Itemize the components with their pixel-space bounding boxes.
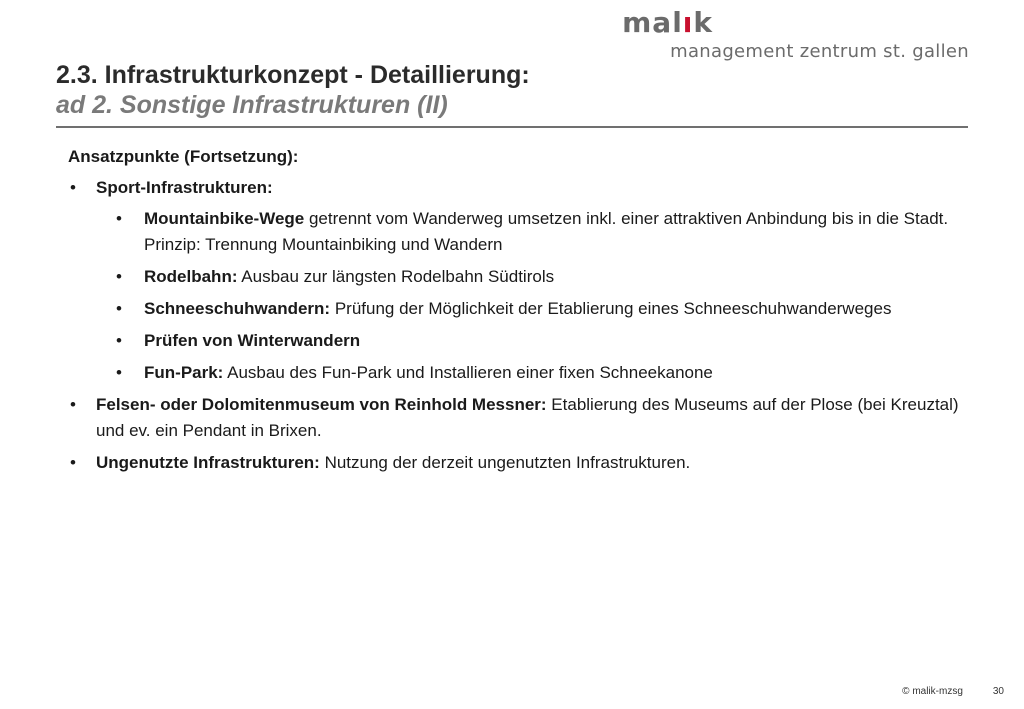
page-title: 2.3. Infrastrukturkonzept - Detaillierung: xyxy=(56,61,530,89)
logo-wordmark: malık xyxy=(622,6,714,39)
sub-bullet-schneeschuh: • Schneeschuhwandern: Prüfung der Möglichkeit der Etablierung eines Schneeschuhwanderweges xyxy=(96,296,968,322)
bullet-sport xyxy=(68,175,968,386)
sub-bullet-rodelbahn: • Rodelbahn: Ausbau zur längsten Rodelbahn Südtirols xyxy=(96,264,968,290)
page-subtitle: ad 2. Sonstige Infrastrukturen (II) xyxy=(56,91,448,119)
intro-heading: Ansatzpunkte (Fortsetzung): xyxy=(68,147,299,166)
sport-sub-list xyxy=(96,206,968,386)
sub-bullet-mountainbike: • Mountainbike-Wege getrennt vom Wanderweg umsetzen inkl. einer attraktiven Anbindung bis in die Stadt. Prinzip: Trennung Mountainbiking und Wandern xyxy=(96,206,968,258)
page-number: 30 xyxy=(992,686,1004,697)
copyright-text: © malik-mzsg xyxy=(902,686,963,697)
slide-content xyxy=(68,144,968,482)
main-bullet-list xyxy=(68,175,968,476)
sport-heading: Sport-Infrastrukturen: xyxy=(96,178,273,197)
bullet-unused: • Ungenutzte Infrastrukturen: Nutzung der derzeit ungenutzten Infrastrukturen. xyxy=(68,450,968,476)
logo xyxy=(622,6,969,62)
footer xyxy=(902,686,1004,697)
sub-bullet-winterwandern: • Prüfen von Winterwandern xyxy=(96,328,968,354)
bullet-museum: • Felsen- oder Dolomitenmuseum von Reinhold Messner: Etablierung des Museums auf der Plose (bei Kreuztal) und ev. ein Pendant in Brixen. xyxy=(68,392,968,444)
logo-subtitle: management zentrum st. gallen xyxy=(670,41,969,62)
title-block xyxy=(56,60,968,128)
sub-bullet-funpark: • Fun-Park: Ausbau des Fun-Park und Installieren einer fixen Schneekanone xyxy=(96,360,968,386)
